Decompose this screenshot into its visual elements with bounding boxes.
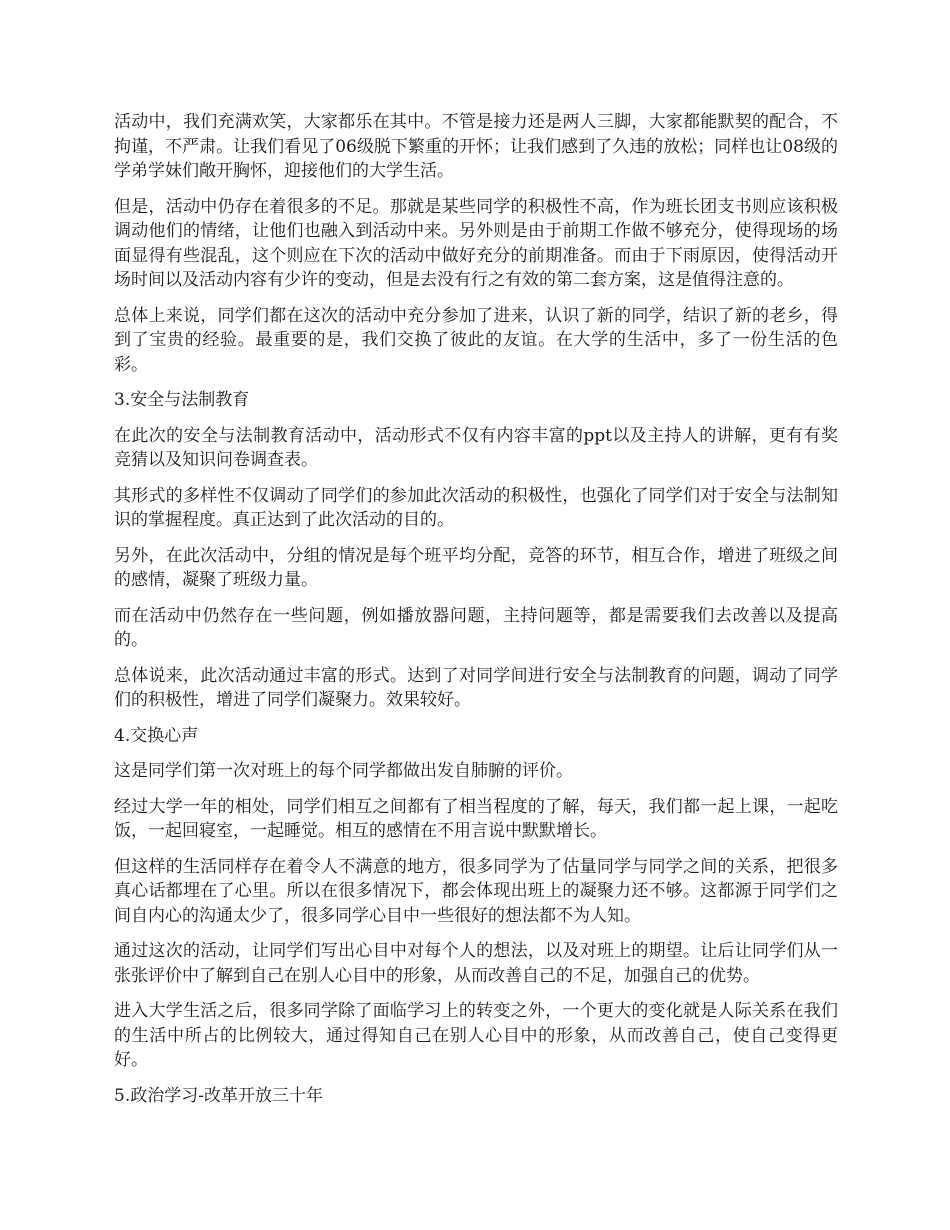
paragraph-exchange-activity: 通过这次的活动，让同学们写出心目中对每个人的想法，以及对班上的期望。让后让同学们从一张张评价中了解到自己在别人心目中的形象，从而改善自己的不足，加强自己的优势。 xyxy=(114,941,838,986)
paragraph-exchange-daily-life: 经过大学一年的相处，同学们相互之间都有了相当程度的了解，每天，我们都一起上课，一起吃饭，一起回寝室，一起睡觉。相互的感情在不用言说中默默增长。 xyxy=(114,796,838,841)
section-heading-exchange-thoughts: 4.交换心声 xyxy=(114,725,199,746)
paragraph-exchange-university: 进入大学生活之后，很多同学除了面临学习上的转变之外，一个更大的变化就是人际关系在我们的生活中所占的比例较大，通过得知自己在别人心目中的形象，从而改善自己，使自己变得更好。 xyxy=(114,1001,838,1070)
paragraph-exchange-first: 这是同学们第一次对班上的每个同学都做出发自肺腑的评价。 xyxy=(114,761,573,781)
paragraph-safety-format: 在此次的安全与法制教育活动中，活动形式不仅有内容丰富的ppt以及主持人的讲解，更有有奖竞猜以及知识问卷调查表。 xyxy=(114,425,838,470)
paragraph-exchange-problems: 但这样的生活同样存在着令人不满意的地方，很多同学为了估量同学与同学之间的关系，把很多真心话都埋在了心里。所以在很多情况下，都会体现出班上的凝聚力还不够。这都源于同学们之间自内心的沟通太少了，很多同学心目中一些很好的想法都不为人知。 xyxy=(114,856,838,926)
paragraph-safety-variety: 其形式的多样性不仅调动了同学们的参加此次活动的积极性，也强化了同学们对于安全与法制知识的掌握程度。真正达到了此次活动的目的。 xyxy=(114,485,838,530)
document-body xyxy=(114,110,838,1119)
paragraph-activity-summary: 总体上来说，同学们都在这次的活动中充分参加了进来，认识了新的同学，结识了新的老乡，得到了宝贵的经验。最重要的是，我们交换了彼此的友谊。在大学的生活中，多了一份生活的色彩。 xyxy=(114,305,838,375)
paragraph-safety-grouping: 另外，在此次活动中，分组的情况是每个班平均分配，竞答的环节，相互合作，增进了班级之间的感情，凝聚了班级力量。 xyxy=(114,545,838,590)
paragraph-safety-summary: 总体说来，此次活动通过丰富的形式。达到了对同学间进行安全与法制教育的问题，调动了同学们的积极性，增进了同学们凝聚力。效果较好。 xyxy=(114,665,838,710)
section-heading-political-study: 5.政治学习-改革开放三十年 xyxy=(114,1085,323,1106)
paragraph-activity-fun: 活动中，我们充满欢笑，大家都乐在其中。不管是接力还是两人三脚，大家都能默契的配合，不拘谨，不严肃。让我们看见了06级脱下繁重的开怀；让我们感到了久违的放松；同样也让08级的学弟学妹们敞开胸怀，迎接他们的大学生活。 xyxy=(114,112,838,181)
paragraph-activity-shortcomings: 但是，活动中仍存在着很多的不足。那就是某些同学的积极性不高，作为班长团支书则应该积极调动他们的情绪，让他们也融入到活动中来。另外则是由于前期工作做不够充分，使得现场的场面显得有些混乱，这个则应在下次的活动中做好充分的前期准备。而由于下雨原因，使得活动开场时间以及活动内容有少许的变动，但是去没有行之有效的第二套方案，这是值得注意的。 xyxy=(114,196,838,290)
section-heading-safety-law: 3.安全与法制教育 xyxy=(114,390,250,410)
paragraph-safety-issues: 而在活动中仍然存在一些问题，例如播放器问题，主持问题等，都是需要我们去改善以及提高的。 xyxy=(114,605,838,650)
